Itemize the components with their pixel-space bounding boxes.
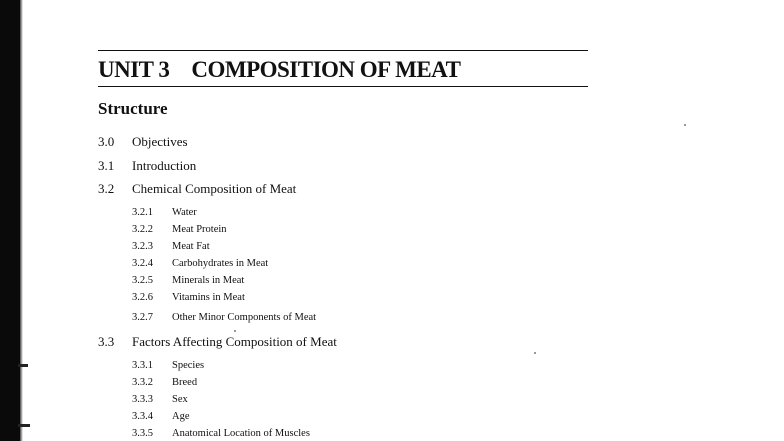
subsection-title: Carbohydrates in Meat — [172, 258, 269, 269]
scan-speck — [234, 330, 236, 332]
header-rule-top — [98, 50, 588, 51]
toc-subsection — [132, 393, 188, 406]
toc-subsection — [132, 240, 210, 253]
toc-subsection — [132, 206, 197, 219]
subsection-title: Other Minor Components of Meat — [172, 312, 317, 323]
subsection-title: Sex — [172, 394, 188, 405]
subsection-number: 3.3.1 — [132, 360, 153, 371]
scan-speck — [684, 124, 686, 126]
toc-subsection — [132, 257, 268, 270]
toc-subsection — [132, 427, 310, 440]
toc-subsection — [132, 291, 245, 304]
subsection-title: Minerals in Meat — [172, 275, 245, 286]
subsection-title: Water — [172, 207, 197, 218]
scan-mark — [18, 364, 28, 367]
subsection-number: 3.2.4 — [132, 258, 153, 269]
section-number: 3.3 — [98, 334, 115, 349]
toc-subsection — [132, 223, 227, 236]
subsection-number: 3.3.3 — [132, 394, 153, 405]
subsection-number: 3.2.5 — [132, 275, 153, 286]
subsection-number: 3.2.2 — [132, 224, 153, 235]
subsection-number: 3.2.1 — [132, 207, 153, 218]
section-title: Chemical Composition of Meat — [132, 181, 297, 196]
scan-mark — [18, 424, 30, 427]
unit-number: UNIT 3 — [98, 57, 170, 82]
toc-section — [98, 334, 337, 350]
subsection-title: Meat Fat — [172, 241, 210, 252]
toc-subsection — [132, 376, 197, 389]
toc-subsection — [132, 274, 244, 287]
section-number: 3.2 — [98, 181, 115, 196]
scan-binding-edge — [0, 0, 20, 441]
subsection-title: Meat Protein — [172, 224, 227, 235]
subsection-title: Species — [172, 360, 205, 371]
subsection-number: 3.3.4 — [132, 411, 153, 422]
section-title: Objectives — [132, 134, 188, 149]
section-title: Introduction — [132, 158, 197, 173]
header-rule-bottom — [98, 86, 588, 87]
toc-subsection — [132, 311, 316, 324]
subsection-number: 3.3.2 — [132, 377, 153, 388]
unit-title: COMPOSITION OF MEAT — [191, 57, 461, 82]
scan-speck — [534, 352, 536, 354]
subsection-number: 3.2.6 — [132, 292, 153, 303]
subsection-title: Breed — [172, 377, 198, 388]
structure-heading: Structure — [98, 99, 168, 118]
section-title: Factors Affecting Composition of Meat — [132, 334, 337, 349]
subsection-number: 3.3.5 — [132, 428, 153, 439]
toc-section — [98, 134, 188, 150]
toc-section — [98, 181, 296, 197]
section-number: 3.0 — [98, 134, 115, 149]
section-number: 3.1 — [98, 158, 115, 173]
subsection-title: Anatomical Location of Muscles — [172, 428, 310, 439]
subsection-title: Vitamins in Meat — [172, 292, 245, 303]
toc-section — [98, 158, 196, 174]
subsection-title: Age — [172, 411, 190, 422]
toc-subsection — [132, 410, 190, 423]
subsection-number: 3.2.3 — [132, 241, 153, 252]
toc-subsection — [132, 359, 204, 372]
unit-heading — [98, 56, 460, 84]
subsection-number: 3.2.7 — [132, 312, 153, 323]
